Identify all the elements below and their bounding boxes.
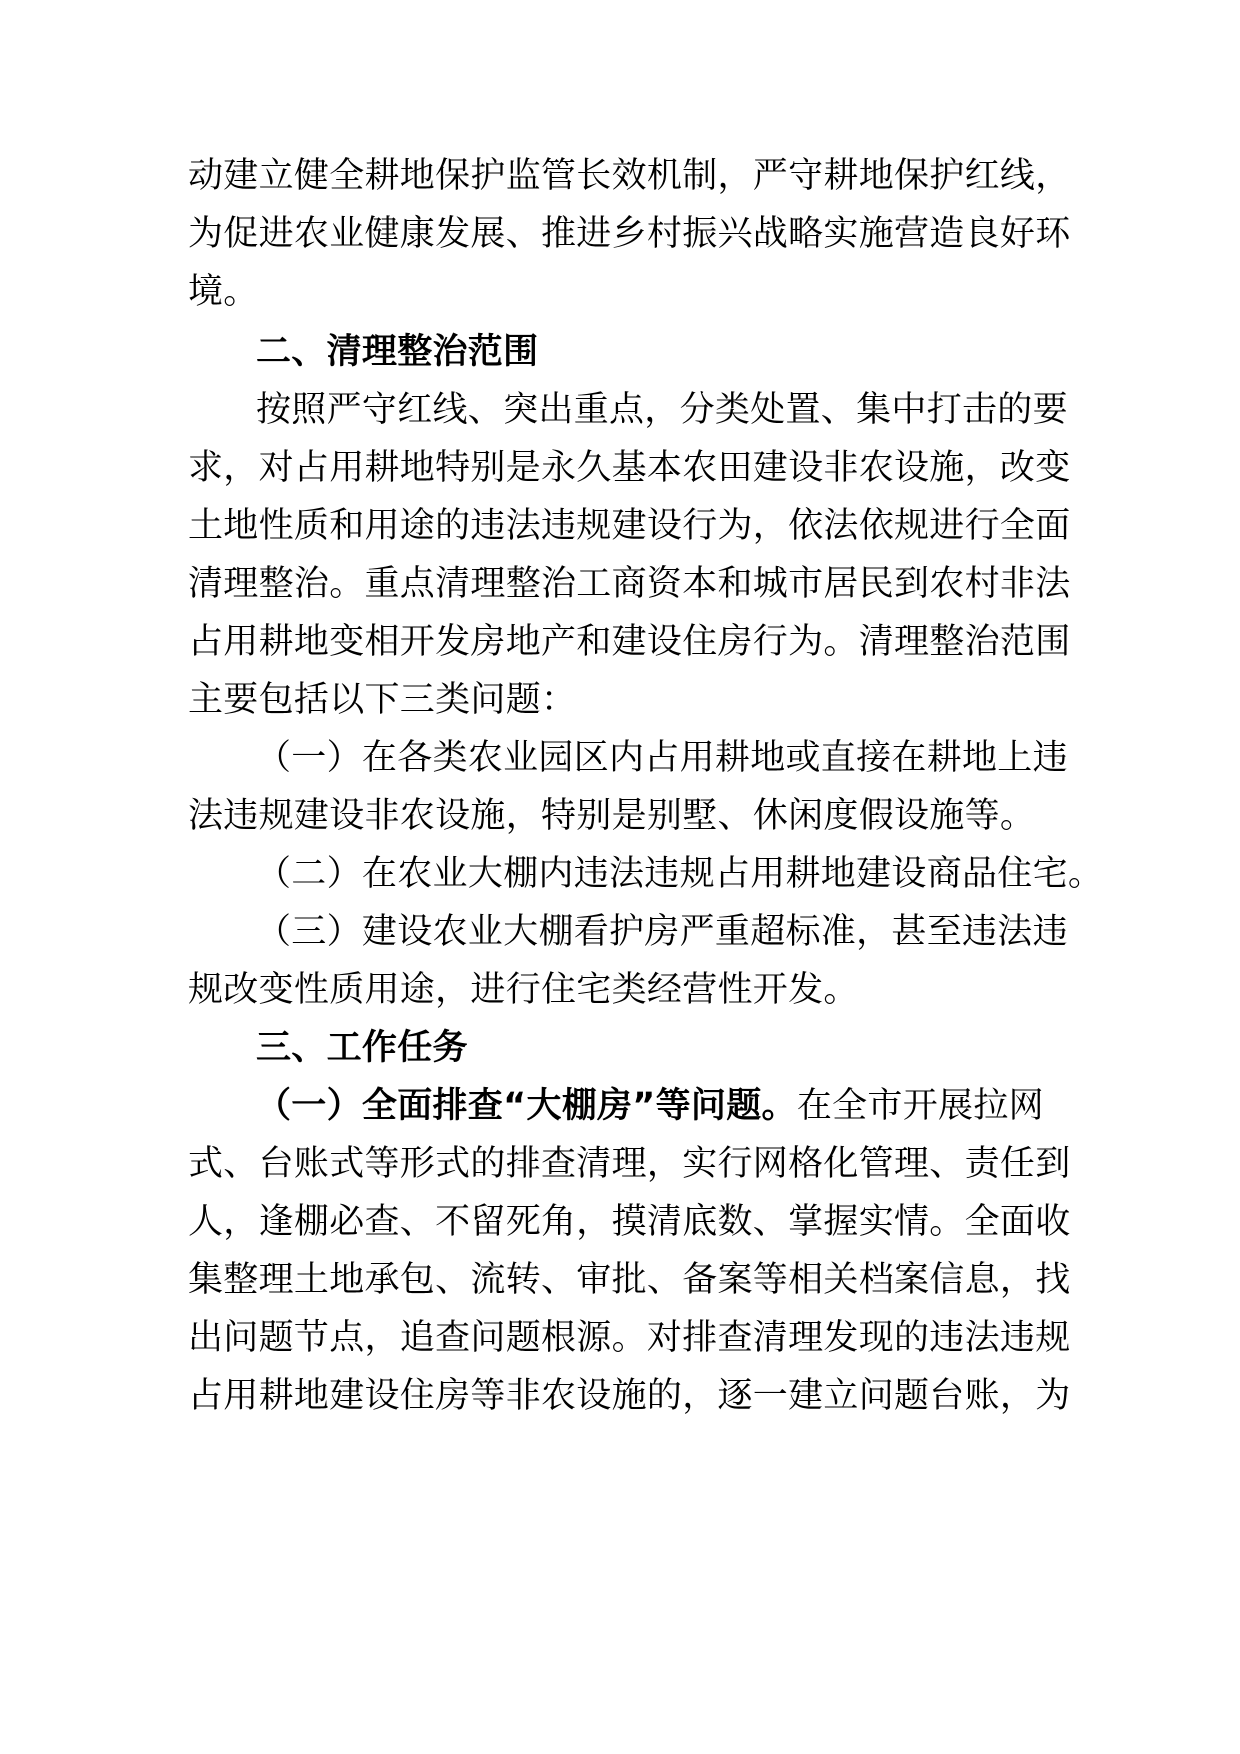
body-text-line: 动建立健全耕地保护监管长效机制，严守耕地保护红线， — [188, 156, 1071, 196]
body-text-line: 集整理土地承包、流转、审批、备案等相关档案信息，找 — [188, 1260, 1071, 1300]
body-text-line: 占用耕地建设住房等非农设施的，逐一建立问题台账，为 — [188, 1376, 1071, 1416]
list-item-line: （二）在农业大棚内违法违规占用耕地建设商品住宅。 — [256, 854, 1104, 894]
body-text-line: 求，对占用耕地特别是永久基本农田建设非农设施，改变 — [188, 448, 1071, 488]
body-text-line: 出问题节点，追查问题根源。对排查清理发现的违法违规 — [188, 1318, 1071, 1358]
body-text-line: 按照严守红线、突出重点，分类处置、集中打击的要 — [256, 390, 1068, 430]
body-text-line: 清理整治。重点清理整治工商资本和城市居民到农村非法 — [188, 564, 1071, 604]
task-first-line — [256, 1084, 1044, 1128]
body-text-line: 境。 — [188, 272, 259, 312]
section-heading: 二、清理整治范围 — [256, 332, 539, 372]
body-text-line: 占用耕地变相开发房地产和建设住房行为。清理整治范围 — [188, 622, 1071, 662]
list-item-line: （三）建设农业大棚看护房严重超标准，甚至违法违 — [256, 912, 1068, 952]
list-item-line: 规改变性质用途，进行住宅类经营性开发。 — [188, 970, 859, 1010]
task-text: 在全市开展拉网 — [796, 1086, 1044, 1126]
list-item-line: （一）在各类农业园区内占用耕地或直接在耕地上违 — [256, 738, 1068, 778]
body-text-line: 主要包括以下三类问题： — [188, 680, 577, 720]
section-heading: 三、工作任务 — [256, 1028, 468, 1068]
body-text-line: 式、台账式等形式的排查清理，实行网格化管理、责任到 — [188, 1144, 1071, 1184]
body-text-line: 人，逢棚必查、不留死角，摸清底数、掌握实情。全面收 — [188, 1202, 1071, 1242]
body-text-line: 为促进农业健康发展、推进乡村振兴战略实施营造良好环 — [188, 214, 1071, 254]
list-item-line: 法违规建设非农设施，特别是别墅、休闲度假设施等。 — [188, 796, 1036, 836]
body-text-line: 土地性质和用途的违法违规建设行为，依法依规进行全面 — [188, 506, 1071, 546]
task-title: （一）全面排查“大棚房”等问题。 — [256, 1086, 797, 1126]
